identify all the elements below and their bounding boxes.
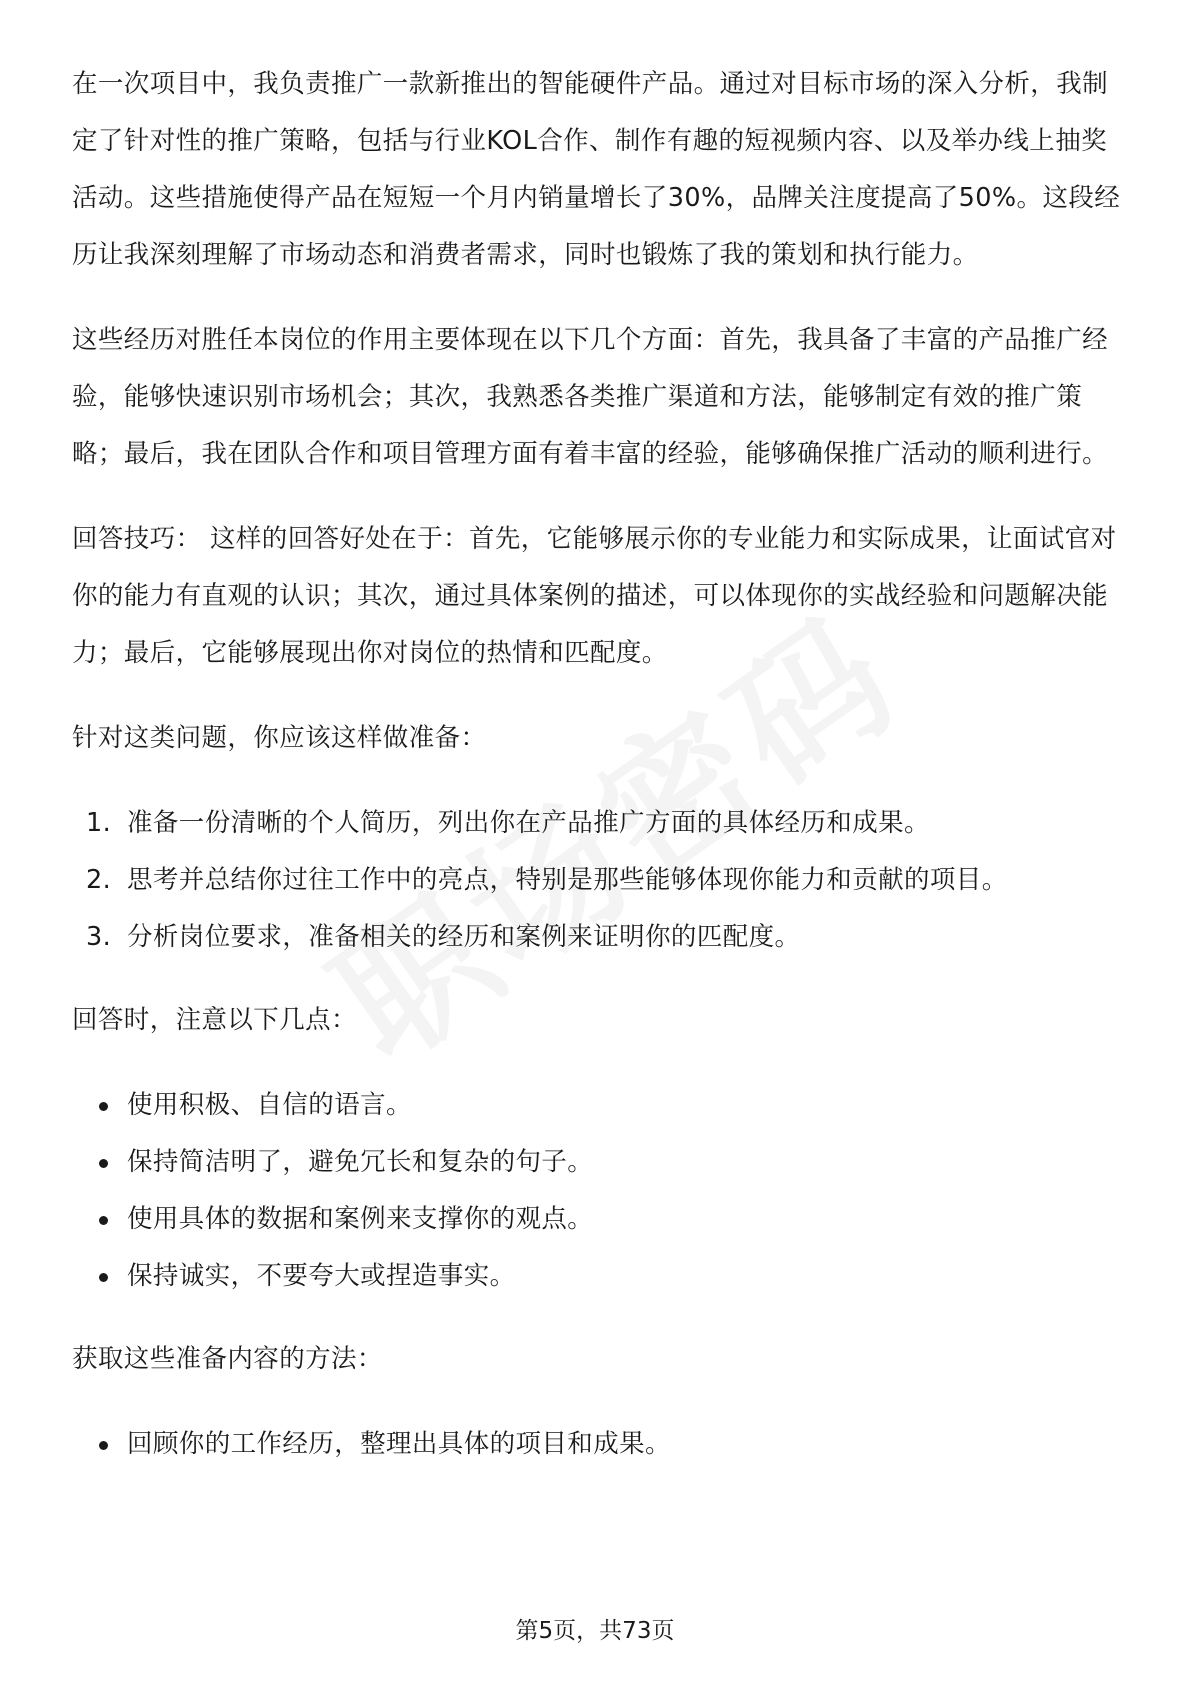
paragraph-project-experience: 在一次项目中，我负责推广一款新推出的智能硬件产品。通过对目标市场的深入分析，我制定了针对性的推广策略，包括与行业KOL合作、制作有趣的短视频内容、以及举办线上抽奖活动。这些措施使得产品在短短一个月内销量增长了30%，品牌关注度提高了50%。这段经历让我深刻理解了市场动态和消费者需求，同时也锻炼了我的策划和执行能力。 — [72, 69, 1121, 270]
list-number: 3. — [86, 922, 112, 952]
prep-list — [72, 795, 1128, 966]
list-item — [72, 1077, 1128, 1134]
bullet-icon — [99, 1273, 108, 1282]
bullet-icon — [99, 1441, 108, 1450]
list-item-text: 回顾你的工作经历，整理出具体的项目和成果。 — [127, 1429, 671, 1459]
paragraph-methods-intro: 获取这些准备内容的方法： — [72, 1344, 383, 1374]
document-body — [72, 56, 1128, 1499]
list-item — [72, 909, 1128, 966]
list-item — [72, 852, 1128, 909]
notes-list — [72, 1077, 1128, 1305]
methods-list — [72, 1416, 1128, 1473]
list-number: 2. — [86, 865, 112, 895]
list-item — [72, 795, 1128, 852]
list-item — [72, 1416, 1128, 1473]
list-item-text: 准备一份清晰的个人简历，列出你在产品推广方面的具体经历和成果。 — [127, 808, 930, 838]
list-item — [72, 1191, 1128, 1248]
list-item-text: 思考并总结你过往工作中的亮点，特别是那些能够体现你能力和贡献的项目。 — [127, 865, 1008, 895]
bullet-icon — [99, 1102, 108, 1111]
list-item — [72, 1134, 1128, 1191]
list-item-text: 分析岗位要求，准备相关的经历和案例来证明你的匹配度。 — [127, 922, 801, 952]
bullet-icon — [99, 1159, 108, 1168]
list-item — [72, 1248, 1128, 1305]
list-item-text: 使用积极、自信的语言。 — [127, 1090, 412, 1120]
page-number: 第5页，共73页 — [515, 1618, 675, 1644]
list-item-text: 保持简洁明了，避免冗长和复杂的句子。 — [127, 1147, 594, 1177]
paragraph-prep-intro: 针对这类问题，你应该这样做准备： — [72, 723, 487, 753]
list-item-text: 使用具体的数据和案例来支撑你的观点。 — [127, 1204, 594, 1234]
list-item-text: 保持诚实，不要夸大或捏造事实。 — [127, 1261, 516, 1291]
paragraph-notes-intro: 回答时，注意以下几点： — [72, 1005, 357, 1035]
paragraph-job-fit: 这些经历对胜任本岗位的作用主要体现在以下几个方面：首先，我具备了丰富的产品推广经验，能够快速识别市场机会；其次，我熟悉各类推广渠道和方法，能够制定有效的推广策略；最后，我在团队合作和项目管理方面有着丰富的经验，能够确保推广活动的顺利进行。 — [72, 325, 1109, 469]
list-number: 1. — [86, 808, 112, 838]
bullet-icon — [99, 1216, 108, 1225]
paragraph-answer-tips: 回答技巧： 这样的回答好处在于：首先，它能够展示你的专业能力和实际成果，让面试官对你的能力有直观的认识；其次，通过具体案例的描述，可以体现你的实战经验和问题解决能力；最后，它能够展现出你对岗位的热情和匹配度。 — [72, 524, 1117, 668]
